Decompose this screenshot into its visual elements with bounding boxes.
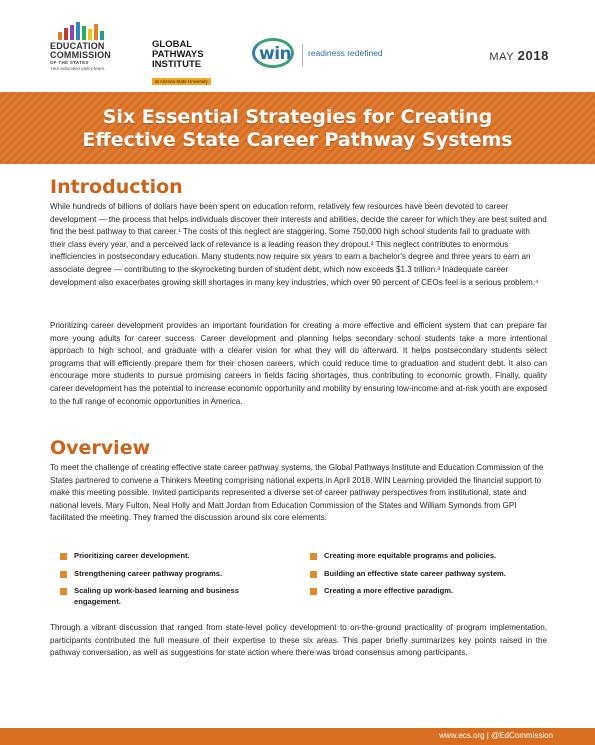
intro-heading: Introduction	[50, 176, 183, 198]
list-item	[310, 569, 550, 580]
ecs-logo-name	[50, 42, 140, 60]
ecs-logo-bar	[82, 26, 86, 40]
ecs-name-line1: EDUCATION	[50, 41, 105, 51]
ecs-logo	[50, 22, 140, 71]
list-item	[310, 586, 550, 597]
gpi-logo	[152, 40, 226, 88]
page-header	[0, 0, 595, 88]
date-month: MAY	[489, 51, 515, 63]
gpi-line1: GLOBAL	[152, 39, 193, 50]
ecs-logo-bar	[100, 31, 104, 40]
gpi-line2: PATHWAYS	[152, 49, 204, 60]
list-item-text: Strengthening career pathway programs.	[74, 568, 223, 578]
bullet-square-icon	[60, 553, 67, 560]
date-year: 2018	[517, 48, 549, 63]
list-item-text: Prioritizing career development.	[74, 551, 190, 560]
list-item	[60, 569, 300, 580]
bullet-square-icon	[310, 571, 317, 578]
win-wordmark: win	[259, 44, 292, 64]
ecs-logo-bar	[58, 32, 62, 40]
win-divider	[302, 44, 303, 66]
list-item	[310, 551, 550, 562]
list-item-text: Creating a more effective paradigm.	[324, 586, 454, 595]
ecs-logo-bar	[88, 29, 92, 40]
gpi-line3: INSTITUTE	[152, 59, 202, 70]
footer-links[interactable]: www.ecs.org | @EdCommission	[439, 731, 553, 740]
bullet-square-icon	[60, 571, 67, 578]
ecs-logo-bar	[64, 28, 68, 40]
ecs-logo-bar	[94, 24, 98, 40]
bullet-square-icon	[60, 588, 67, 595]
title-line1: Six Essential Strategies for Creating	[102, 106, 493, 128]
document-title	[0, 106, 595, 152]
list-item-text: Creating more equitable programs and policies.	[324, 551, 497, 560]
intro-paragraph-1: While hundreds of billions of dollars have been spent on education reform, relatively few resources have been devoted to career development — the process that helps individuals discover their interests and abilities, decide the career for which they are best suited and find the best pathway to that career.¹ The costs of this neglect are staggering. Some 750,000 high school students fail to graduate with their class every year, and a perceived lack of relevance is a leading reason they dropout.² This neglect contributes to enormous inefficiencies in postsecondary education. Many students now require six years to earn a bachelor's degree and three years to earn an associate degree — contributing to the skyrocketing burden of student debt, which now exceeds $1.3 trillion.³ Inadequate career development also exacerbates growing skill shortages in many key industries, which over 90 percent of CEOs feel is a serious problem.⁴	[50, 202, 547, 287]
title-line2: Effective State Career Pathway Systems	[82, 129, 513, 151]
title-banner	[0, 92, 595, 164]
publication-date	[489, 48, 549, 63]
ecs-name-line3: OF THE STATES	[50, 60, 89, 65]
overview-paragraph-2: Through a vibrant discussion that ranged from state-level policy development to on-the-ground practicality of program implementation, participants contributed the full measure of their expertise to these six areas. This paper briefly summarizes key points raised in the pathway conversation, as well as suggestions for state action where there was broad consensus among participants.	[50, 623, 547, 658]
list-item	[60, 551, 300, 562]
ecs-logo-bars-icon	[58, 22, 140, 40]
bullet-square-icon	[310, 553, 317, 560]
list-item-text: Scaling up work-based learning and business engagement.	[74, 586, 239, 606]
win-tagline: readiness redefined	[308, 48, 383, 58]
overview-paragraph-1: To meet the challenge of creating effective state career pathway systems, the Global Pathways Institute and Education Commission of the States partnered to convene a Thinkers Meeting comprising national experts in April 2018. WIN Learning provided the financial support to make this meeting possible. Invited participants represented a diverse set of career pathway perspectives from institutional, state and national levels. Mary Fulton, Neal Holly and Matt Jordan from Education Commission of the States and William Symonds from GPI facilitated the meeting. They framed the discussion around six core elements:	[50, 463, 544, 523]
bullet-square-icon	[310, 588, 317, 595]
ecs-name-line2: COMMISSION	[50, 50, 112, 60]
core-elements-left	[60, 551, 300, 614]
list-item	[60, 586, 274, 607]
intro-paragraph-2: Prioritizing career development provides an important foundation for creating a more effective and efficient system that can prepare far more young adults for career success. Career development and planning helps secondary school students take a more intentional approach to high school, and graduate with a clearer vision for what they will do afterward. It helps postsecondary students select programs that will efficiently prepare them for their chosen careers, which could reduce time to graduation and student debt. It also can encourage more students to pursue promising careers in fields facing shortages, thus contributing to economic growth. Finally, quality career development has the potential to increase economic opportunity and mobility by ensuring low-income and at-risk youth are exposed to the full range of economic opportunities in America.	[50, 321, 547, 406]
ecs-logo-bar	[76, 22, 80, 40]
overview-heading: Overview	[50, 437, 151, 459]
list-item-text: Building an effective state career pathway system.	[324, 568, 506, 578]
core-elements-right	[310, 551, 550, 604]
win-logo	[252, 38, 412, 72]
ecs-logo-bar	[70, 25, 74, 40]
page-footer	[0, 728, 595, 745]
ecs-tagline: Your education policy team.	[50, 66, 106, 71]
gpi-sub: at Arizona State University	[152, 78, 211, 85]
